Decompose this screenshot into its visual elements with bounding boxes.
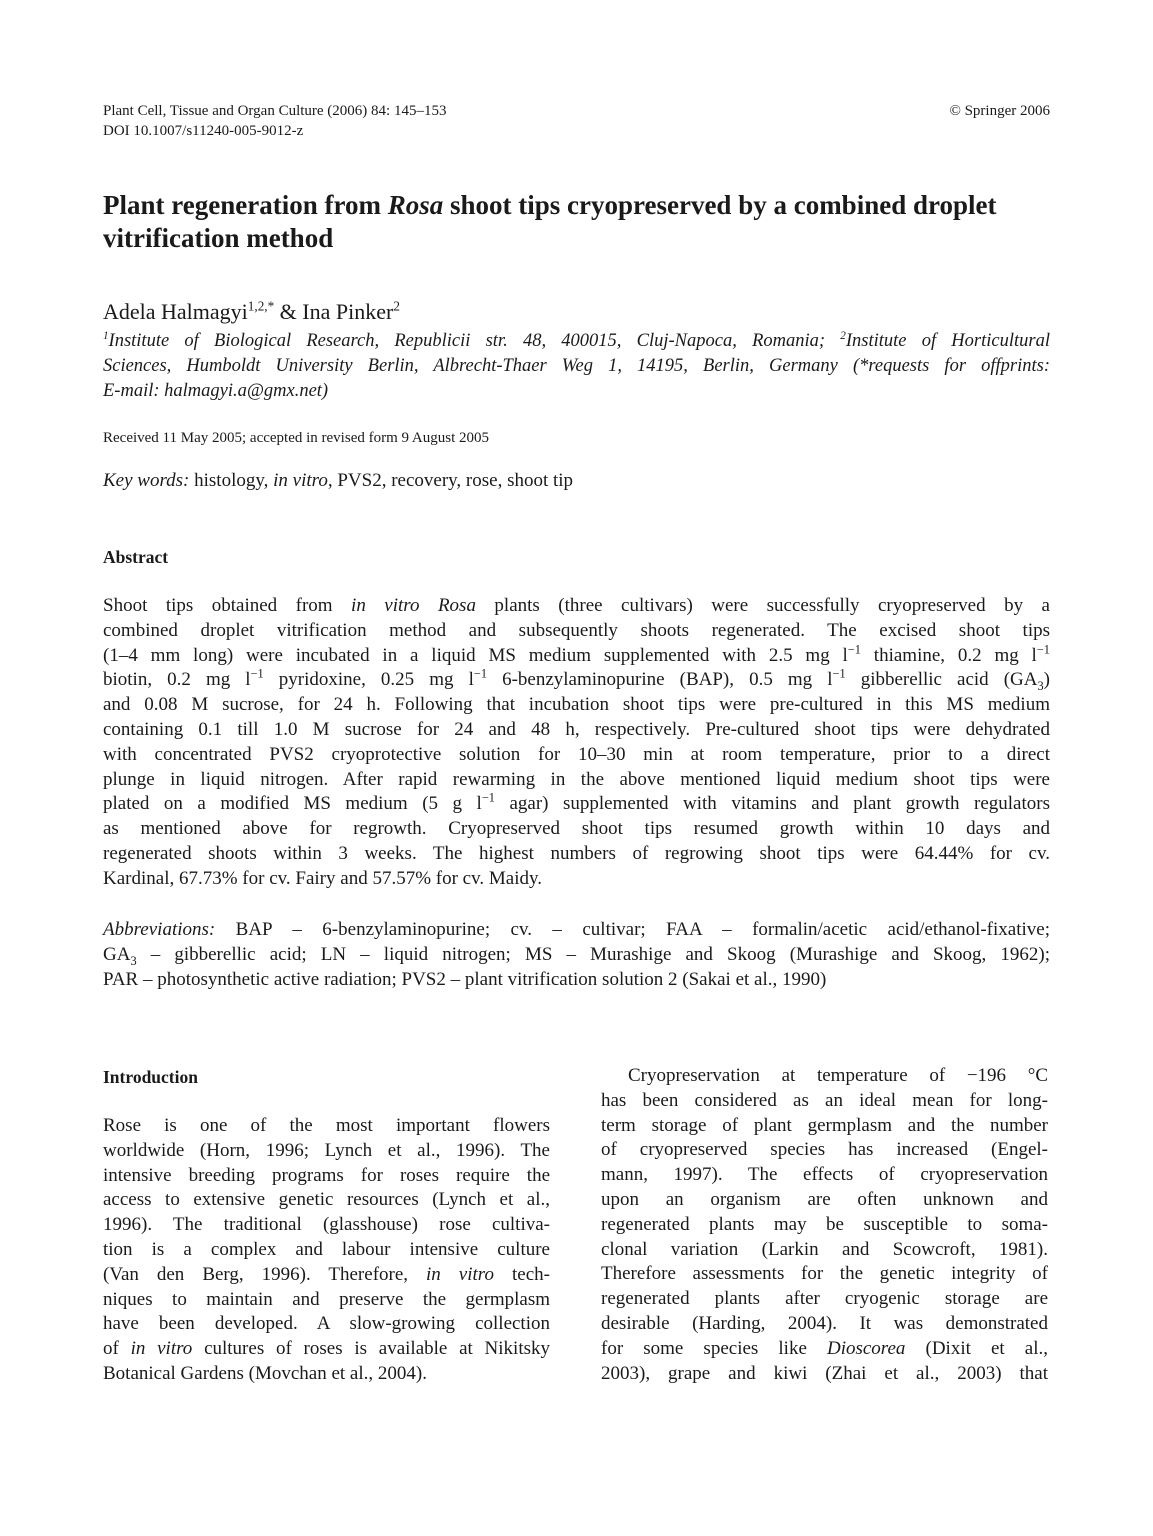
abstract-line: and 0.08 M sucrose, for 24 h. Following that incubation shoot tips were pre-cultured in this MS medium <box>103 694 1050 716</box>
body-text: of <box>103 1338 131 1360</box>
abbreviations-text: BAP – 6-benzylaminopurine; cv. – cultivar; FAA – formalin/acetic acid/ethanol-fixative; <box>215 919 1050 940</box>
author-list <box>103 298 400 326</box>
abstract-text: pyridoxine, 0.25 mg l <box>263 669 474 691</box>
author-name: Adela Halmagyi <box>103 299 248 324</box>
abbreviations <box>103 918 1050 992</box>
body-line: intensive breeding programs for roses require the <box>103 1164 550 1186</box>
title-text: shoot tips cryopreserved by a combined droplet <box>443 190 997 220</box>
subscript: 3 <box>130 953 137 968</box>
body-line: 1996). The traditional (glasshouse) rose cultiva- <box>103 1214 550 1236</box>
doi: DOI 10.1007/s11240-005-9012-z <box>103 123 304 139</box>
abstract-italic: in vitro Rosa <box>351 595 476 616</box>
body-text: (Van den Berg, 1996). Therefore, <box>103 1263 427 1285</box>
affiliation-text: Institute of Horticultural <box>845 331 1050 351</box>
abstract-line: Kardinal, 67.73% for cv. Fairy and 57.57% for cv. Maidy. <box>103 867 542 889</box>
body-line: of cryopreserved species has increased (Engel- <box>601 1139 1048 1161</box>
author-affiliation-mark: 1,2,* <box>247 298 275 314</box>
superscript: −1 <box>473 667 488 682</box>
body-line: desirable (Harding, 2004). It was demonstrated <box>601 1312 1048 1334</box>
body-line: Therefore assessments for the genetic integrity of <box>601 1263 1048 1285</box>
title-text-line2: vitrification method <box>103 223 334 253</box>
abbreviations-text: – gibberellic acid; LN – liquid nitrogen; MS – Murashige and Skoog (Murashige and Skoog, 1962); <box>136 943 1050 965</box>
abstract-text: agar) supplemented with vitamins and plant growth regulators <box>494 793 1050 815</box>
affiliation-text: Institute of Biological Research, Republicii str. 48, 400015, Cluj-Napoca, Romania; <box>108 331 841 351</box>
body-text: cultures of roses is available at Nikitsky <box>192 1338 551 1360</box>
body-line: upon an organism are often unknown and <box>601 1188 1048 1210</box>
keywords-text: , PVS2, recovery, rose, shoot tip <box>327 470 574 491</box>
body-italic: in vitro <box>130 1338 193 1360</box>
superscript: −1 <box>250 667 264 682</box>
body-line: have been developed. A slow-growing collection <box>103 1313 550 1335</box>
received-dates: Received 11 May 2005; accepted in revised form 9 August 2005 <box>103 430 490 446</box>
body-line: Cryopreservation at temperature of −196 °C <box>628 1065 1048 1086</box>
author-affiliation-mark: 2 <box>393 298 400 314</box>
body-italic: Dioscorea <box>826 1337 906 1359</box>
body-line: clonal variation (Larkin and Scowcroft, 1981). <box>601 1238 1048 1260</box>
body-text: tech- <box>494 1263 550 1285</box>
introduction-left-column <box>103 1114 550 1387</box>
affiliation-mark: 1 <box>103 329 109 342</box>
abstract-text: 6-benzylaminopurine (BAP), 0.5 mg l <box>487 669 833 691</box>
body-line: access to extensive genetic resources (Lynch et al., <box>103 1189 550 1211</box>
abstract-text: Shoot tips obtained from <box>103 595 352 616</box>
affiliation-email: E-mail: halmagyi.a@gmx.net) <box>103 381 329 401</box>
body-line: niques to maintain and preserve the germplasm <box>103 1288 550 1310</box>
abstract-line: as mentioned above for regrowth. Cryopreserved shoot tips resumed growth within 10 days and <box>103 818 1050 840</box>
keywords-text: histology, <box>189 470 274 491</box>
body-line: regenerated plants may be susceptible to soma- <box>601 1213 1048 1235</box>
keywords <box>103 468 573 493</box>
abstract-text: plants (three cultivars) were successfully cryopreserved by a <box>475 595 1050 616</box>
body-line: Rose is one of the most important flowers <box>103 1115 550 1136</box>
body-line: has been considered as an ideal mean for long- <box>601 1089 1048 1111</box>
superscript: −1 <box>847 642 861 657</box>
article-title <box>103 189 1050 255</box>
superscript: −1 <box>1036 642 1050 657</box>
author-name: Ina Pinker <box>302 299 394 324</box>
superscript: −1 <box>832 667 846 682</box>
abbreviations-text: PAR – photosynthetic active radiation; PVS2 – plant vitrification solution 2 (Sakai et al., 1990) <box>103 968 827 990</box>
keywords-italic: in vitro <box>273 470 328 491</box>
abstract-line: combined droplet vitrification method and subsequently shoots regenerated. The excised shoot tips <box>103 619 1050 641</box>
affiliations <box>103 329 1050 404</box>
body-line: mann, 1997). The effects of cryopreservation <box>601 1164 1048 1186</box>
affiliation-text: Sciences, Humboldt University Berlin, Albrecht-Thaer Weg 1, 14195, Berlin, Germany (*requests for offprints: <box>103 356 1050 376</box>
abstract-heading: Abstract <box>103 547 169 567</box>
body-italic: in vitro <box>426 1263 494 1285</box>
author-separator: & <box>274 299 303 324</box>
journal-header <box>103 101 1050 141</box>
abstract-text: (1–4 mm long) were incubated in a liquid MS medium supplemented with 2.5 mg l <box>103 644 848 666</box>
introduction-heading: Introduction <box>103 1067 198 1087</box>
body-text: (Dixit et al., <box>905 1337 1048 1359</box>
abstract-text: ) <box>1043 669 1050 691</box>
abstract-line: containing 0.1 till 1.0 M sucrose for 24 and 48 h, respectively. Pre-cultured shoot tips were dehydrated <box>103 718 1050 740</box>
title-italic: Rosa <box>387 190 444 220</box>
abstract-body <box>103 594 1050 892</box>
body-line: regenerated plants after cryogenic storage are <box>601 1288 1048 1310</box>
title-text: Plant regeneration from <box>103 190 388 220</box>
abstract-line: plunge in liquid nitrogen. After rapid rewarming in the above mentioned liquid medium shoot tips were <box>103 768 1050 790</box>
introduction-right-column <box>601 1064 1048 1386</box>
body-line: Botanical Gardens (Movchan et al., 2004). <box>103 1362 427 1384</box>
abstract-line: regenerated shoots within 3 weeks. The highest numbers of regrowing shoot tips were 64.44% for cv. <box>103 842 1050 864</box>
abstract-text: plated on a modified MS medium (5 g l <box>103 793 482 815</box>
abbreviations-text: GA <box>103 943 131 965</box>
subscript: 3 <box>1037 679 1044 694</box>
affiliation-mark: 2 <box>840 329 846 342</box>
superscript: −1 <box>481 791 495 806</box>
body-line: 2003), grape and kiwi (Zhai et al., 2003) that <box>601 1362 1048 1384</box>
abstract-text: biotin, 0.2 mg l <box>103 669 251 691</box>
abstract-line: with concentrated PVS2 cryoprotective solution for 10–30 min at room temperature, prior to a direct <box>103 743 1050 765</box>
abstract-text: gibberellic acid (GA <box>845 669 1038 691</box>
body-line: term storage of plant germplasm and the number <box>601 1114 1048 1136</box>
journal-citation: Plant Cell, Tissue and Organ Culture (2006) 84: 145–153 <box>103 103 447 119</box>
body-text: for some species like <box>601 1337 827 1359</box>
body-line: worldwide (Horn, 1996; Lynch et al., 1996). The <box>103 1139 550 1161</box>
body-line: tion is a complex and labour intensive culture <box>103 1238 550 1260</box>
abbreviations-label: Abbreviations: <box>103 919 216 940</box>
abstract-text: thiamine, 0.2 mg l <box>860 644 1037 666</box>
copyright: © Springer 2006 <box>949 103 1050 119</box>
keywords-label: Key words: <box>103 470 190 491</box>
